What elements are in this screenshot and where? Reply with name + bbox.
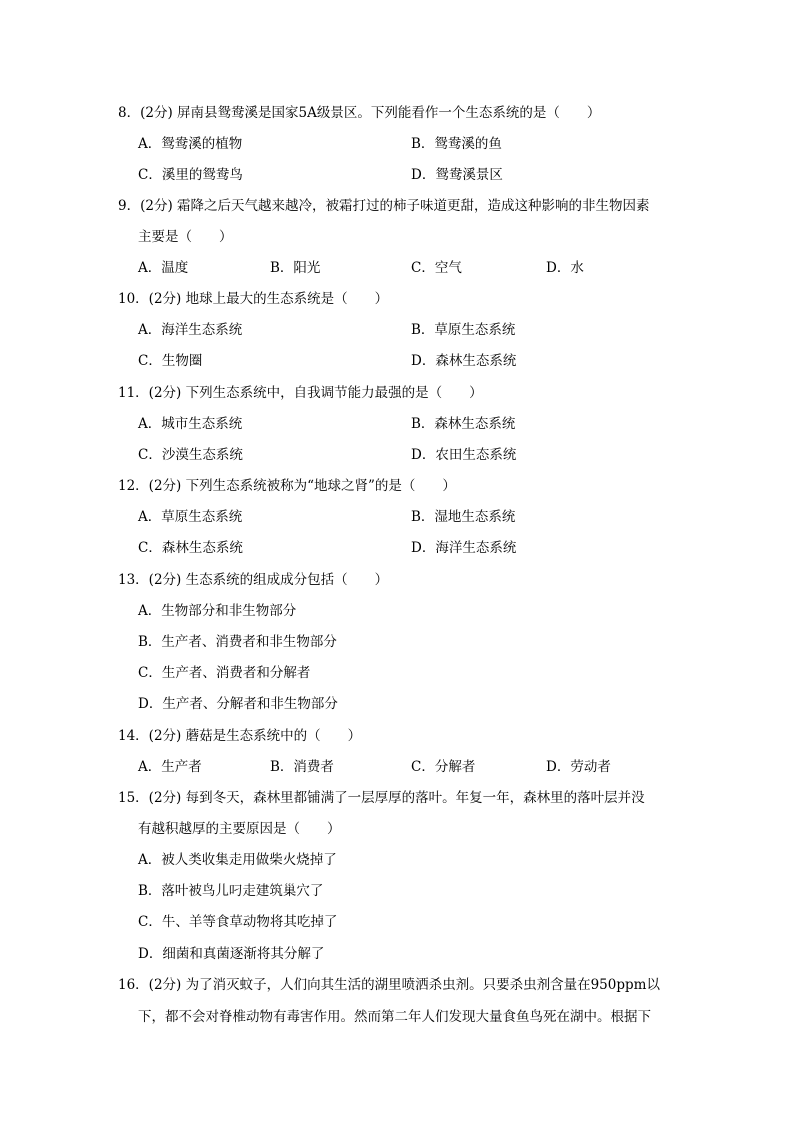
question-15-option-d: D．细菌和真菌逐渐将其分解了 [138, 946, 325, 962]
question-10-option-b: B．草原生态系统 [411, 322, 516, 338]
question-14-option-c: C．分解者 [411, 759, 476, 775]
question-10-option-d: D．森林生态系统 [411, 353, 517, 369]
question-9-stem-line2: 主要是（ ） [138, 229, 233, 245]
question-13-option-b: B．生产者、消费者和非生物部分 [138, 634, 337, 650]
question-13-stem: 13．(2分) 生态系统的组成成分包括（ ） [118, 572, 389, 588]
question-16-stem-line2: 下，都不会对脊椎动物有毒害作用。然而第二年人们发现大量食鱼鸟死在湖中。根据下 [138, 1009, 651, 1025]
question-8-stem: 8．(2分) 屏南县鸳鸯溪是国家5A级景区。下列能看作一个生态系统的是（ ） [118, 105, 601, 121]
question-10-option-a: A．海洋生态系统 [138, 322, 243, 338]
question-9-option-d: D．水 [546, 260, 584, 276]
question-14-stem: 14．(2分) 蘑菇是生态系统中的（ ） [118, 728, 362, 744]
question-15-option-c: C．牛、羊等食草动物将其吃掉了 [138, 914, 338, 930]
question-8-option-d: D．鸳鸯溪景区 [411, 167, 503, 183]
question-14-option-d: D．劳动者 [546, 759, 611, 775]
question-12-stem: 12．(2分) 下列生态系统被称为“地球之肾”的是（ ） [118, 478, 456, 494]
question-14-option-b: B．消费者 [270, 759, 334, 775]
question-15-stem-line2: 有越积越厚的主要原因是（ ） [138, 821, 341, 837]
question-11-option-a: A．城市生态系统 [138, 416, 243, 432]
question-10-stem: 10．(2分) 地球上最大的生态系统是（ ） [118, 291, 389, 307]
question-8-option-c: C．溪里的鸳鸯鸟 [138, 167, 243, 183]
question-10-option-c: C．生物圈 [138, 353, 203, 369]
question-15-stem-line1: 15．(2分) 每到冬天，森林里都铺满了一层厚厚的落叶。年复一年，森林里的落叶层并没 [118, 790, 645, 806]
question-9-option-b: B．阳光 [270, 260, 321, 276]
question-9-stem-line1: 9．(2分) 霜降之后天气越来越冷，被霜打过的柿子味道更甜，造成这种影响的非生物因素 [118, 198, 650, 214]
question-14-option-a: A．生产者 [138, 759, 202, 775]
question-11-option-b: B．森林生态系统 [411, 416, 516, 432]
question-13-option-a: A．生物部分和非生物部分 [138, 603, 297, 619]
question-9-option-a: A．温度 [138, 260, 189, 276]
question-16-stem-line1: 16．(2分) 为了消灭蚊子，人们向其生活的湖里喷洒杀虫剂。只要杀虫剂含量在950ppm以 [118, 977, 660, 993]
question-15-option-b: B．落叶被鸟儿叼走建筑巢穴了 [138, 883, 324, 899]
question-11-stem: 11．(2分) 下列生态系统中，自我调节能力最强的是（ ） [118, 385, 483, 401]
question-15-option-a: A．被人类收集走用做柴火烧掉了 [138, 852, 337, 868]
question-11-option-d: D．农田生态系统 [411, 447, 517, 463]
question-13-option-d: D．生产者、分解者和非生物部分 [138, 696, 338, 712]
question-12-option-b: B．湿地生态系统 [411, 509, 516, 525]
question-13-option-c: C．生产者、消费者和分解者 [138, 665, 311, 681]
question-11-option-c: C．沙漠生态系统 [138, 447, 243, 463]
question-12-option-a: A．草原生态系统 [138, 509, 243, 525]
question-12-option-c: C．森林生态系统 [138, 540, 243, 556]
question-8-option-a: A．鸳鸯溪的植物 [138, 136, 243, 152]
question-12-option-d: D．海洋生态系统 [411, 540, 517, 556]
question-9-option-c: C．空气 [411, 260, 462, 276]
question-8-option-b: B．鸳鸯溪的鱼 [411, 136, 502, 152]
